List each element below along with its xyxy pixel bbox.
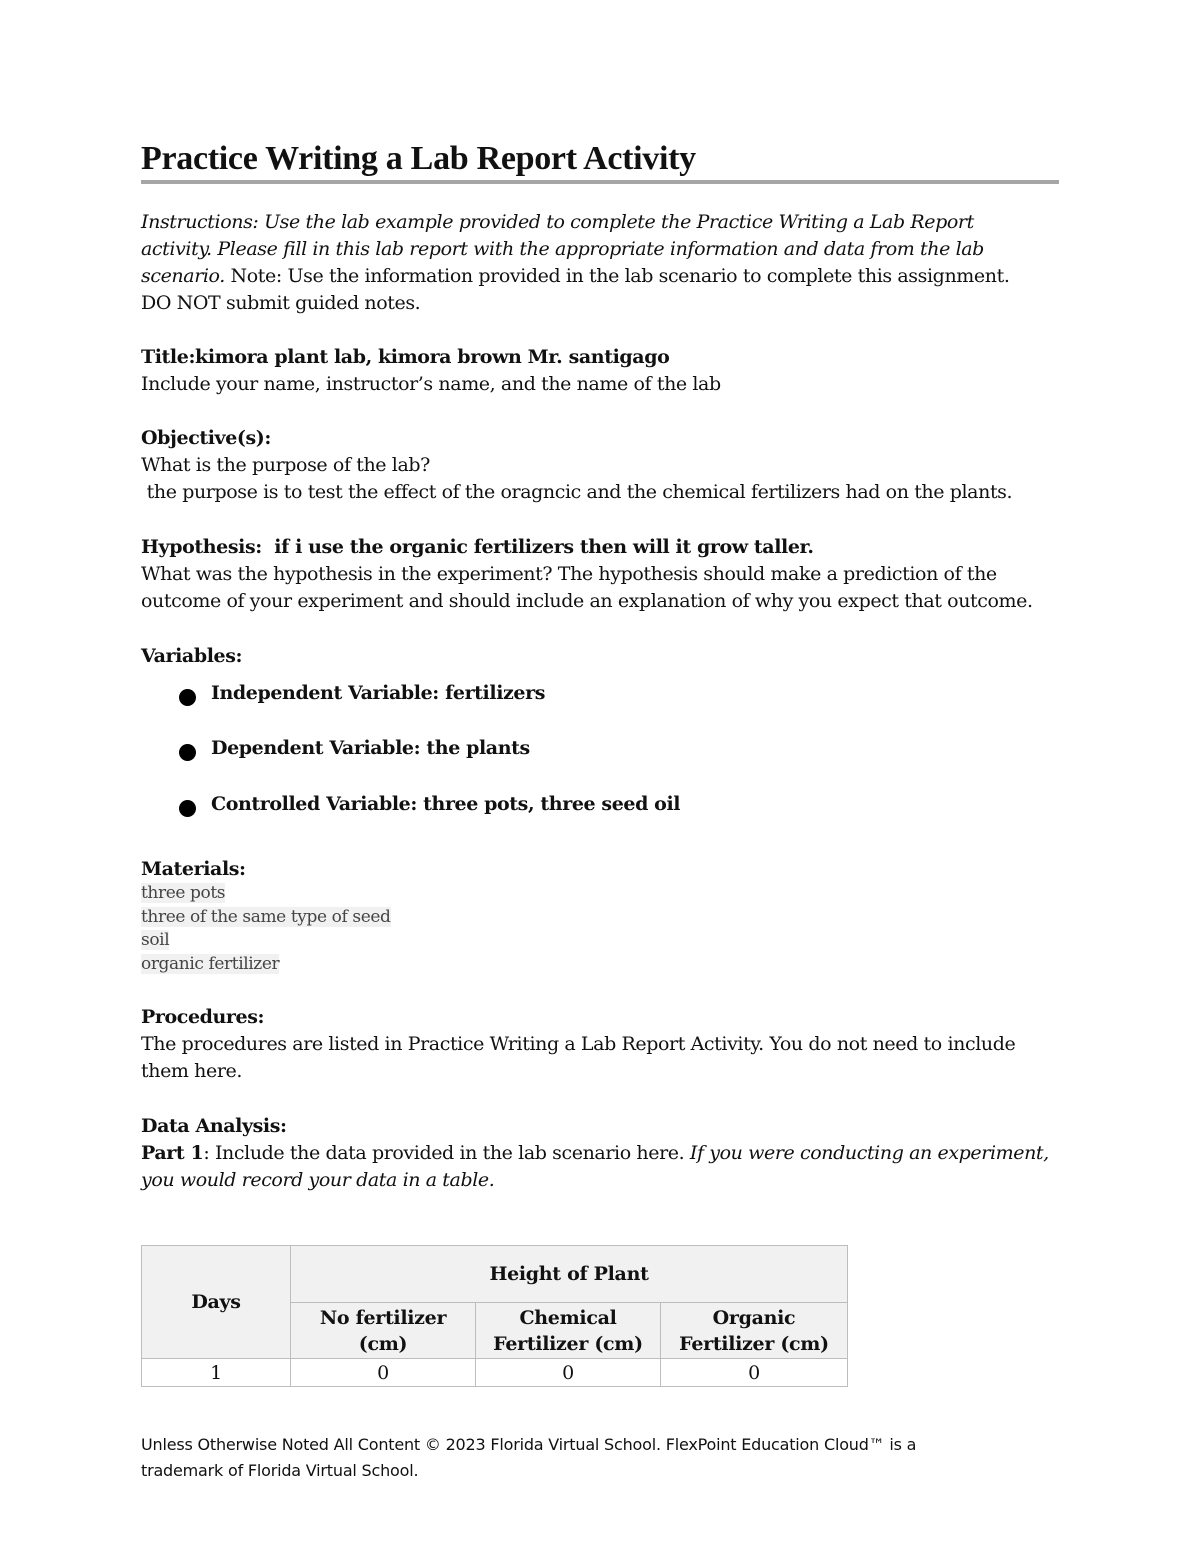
bullet-dot	[179, 689, 196, 706]
variable-item: Independent Variable: fertilizers	[211, 682, 545, 704]
column-header-line: Fertilizer (cm)	[493, 1332, 643, 1355]
table-row	[142, 1359, 848, 1387]
table-cell: 0	[661, 1359, 848, 1387]
instructions-line: activity. Please fill in this lab report with the appropriate information and data from the lab	[141, 238, 984, 260]
instructions-italic: scenario.	[141, 265, 225, 287]
hypothesis-line: What was the hypothesis in the experiment? The hypothesis should make a prediction of the	[141, 563, 997, 585]
part-text: : Include the data provided in the lab scenario here.	[203, 1142, 690, 1164]
copyright-footer	[141, 1432, 1041, 1484]
footer-line: trademark of Florida Virtual School.	[141, 1461, 419, 1480]
table-cell-day: 1	[142, 1359, 291, 1387]
objective-question: What is the purpose of the lab?	[141, 454, 430, 476]
procedures-section	[141, 1004, 1059, 1085]
height-group-header: Height of Plant	[291, 1246, 848, 1303]
data-analysis-section	[141, 1113, 1059, 1194]
objective-heading: Objective(s):	[141, 427, 271, 449]
title-section	[141, 344, 1059, 398]
material-item: three pots	[141, 883, 226, 903]
instructions-line: DO NOT submit guided notes.	[141, 292, 421, 314]
title-heading: Title:kimora plant lab, kimora brown Mr. santigago	[141, 346, 670, 368]
hypothesis-section	[141, 534, 1059, 615]
column-header-line: (cm)	[358, 1332, 408, 1355]
data-analysis-heading: Data Analysis:	[141, 1115, 287, 1137]
plant-height-table	[141, 1245, 848, 1387]
instructions-line: Instructions: Use the lab example provided to complete the Practice Writing a Lab Report	[141, 211, 974, 233]
footer-line: Unless Otherwise Noted All Content © 2023 Florida Virtual School. FlexPoint Education Cloud™ is a	[141, 1435, 917, 1454]
procedures-line: them here.	[141, 1060, 243, 1082]
instructions-line	[141, 263, 1059, 290]
materials-list	[141, 882, 391, 976]
title-hint: Include your name, instructor’s name, and the name of the lab	[141, 373, 721, 395]
instructions-paragraph	[141, 209, 1059, 317]
variable-item: Controlled Variable: three pots, three seed oil	[211, 793, 681, 815]
objective-answer: the purpose is to test the effect of the oragncic and the chemical fertilizers had on the plants.	[141, 481, 1013, 503]
material-item: organic fertilizer	[141, 953, 280, 974]
bullet-dot	[179, 800, 196, 817]
title-underline-rule	[141, 180, 1059, 184]
table-cell: 0	[476, 1359, 661, 1387]
column-header-line: Organic	[712, 1306, 796, 1329]
part-italic: you would record your data in a table.	[141, 1169, 495, 1191]
column-header-line: No fertilizer	[319, 1306, 447, 1329]
hypothesis-line: outcome of your experiment and should include an explanation of why you expect that outcome.	[141, 590, 1033, 612]
document-title: Practice Writing a Lab Report Activity	[141, 140, 696, 177]
procedures-heading: Procedures:	[141, 1006, 265, 1028]
variable-item: Dependent Variable: the plants	[211, 737, 530, 759]
hypothesis-heading: Hypothesis: if i use the organic fertilizers then will it grow taller.	[141, 536, 814, 558]
part-label: Part 1	[141, 1142, 204, 1164]
instructions-note: Note: Use the information provided in the lab scenario to complete this assignment.	[224, 265, 1010, 287]
material-item: three of the same type of seed	[141, 906, 391, 927]
column-header-line: Fertilizer (cm)	[679, 1332, 829, 1355]
table-cell: 0	[291, 1359, 476, 1387]
data-analysis-line	[141, 1140, 1059, 1167]
procedures-line: The procedures are listed in Practice Writing a Lab Report Activity. You do not need to include	[141, 1033, 1016, 1055]
material-item: soil	[141, 930, 170, 950]
objective-section	[141, 425, 1059, 506]
days-header: Days	[142, 1246, 291, 1359]
column-header-chemical	[476, 1303, 661, 1359]
column-header-organic	[661, 1303, 848, 1359]
column-header-line: Chemical	[519, 1306, 617, 1329]
materials-heading: Materials:	[141, 858, 246, 880]
column-header-no-fertilizer	[291, 1303, 476, 1359]
bullet-dot	[179, 744, 196, 761]
variables-heading: Variables:	[141, 645, 243, 667]
part-italic: If you were conducting an experiment,	[689, 1142, 1049, 1164]
